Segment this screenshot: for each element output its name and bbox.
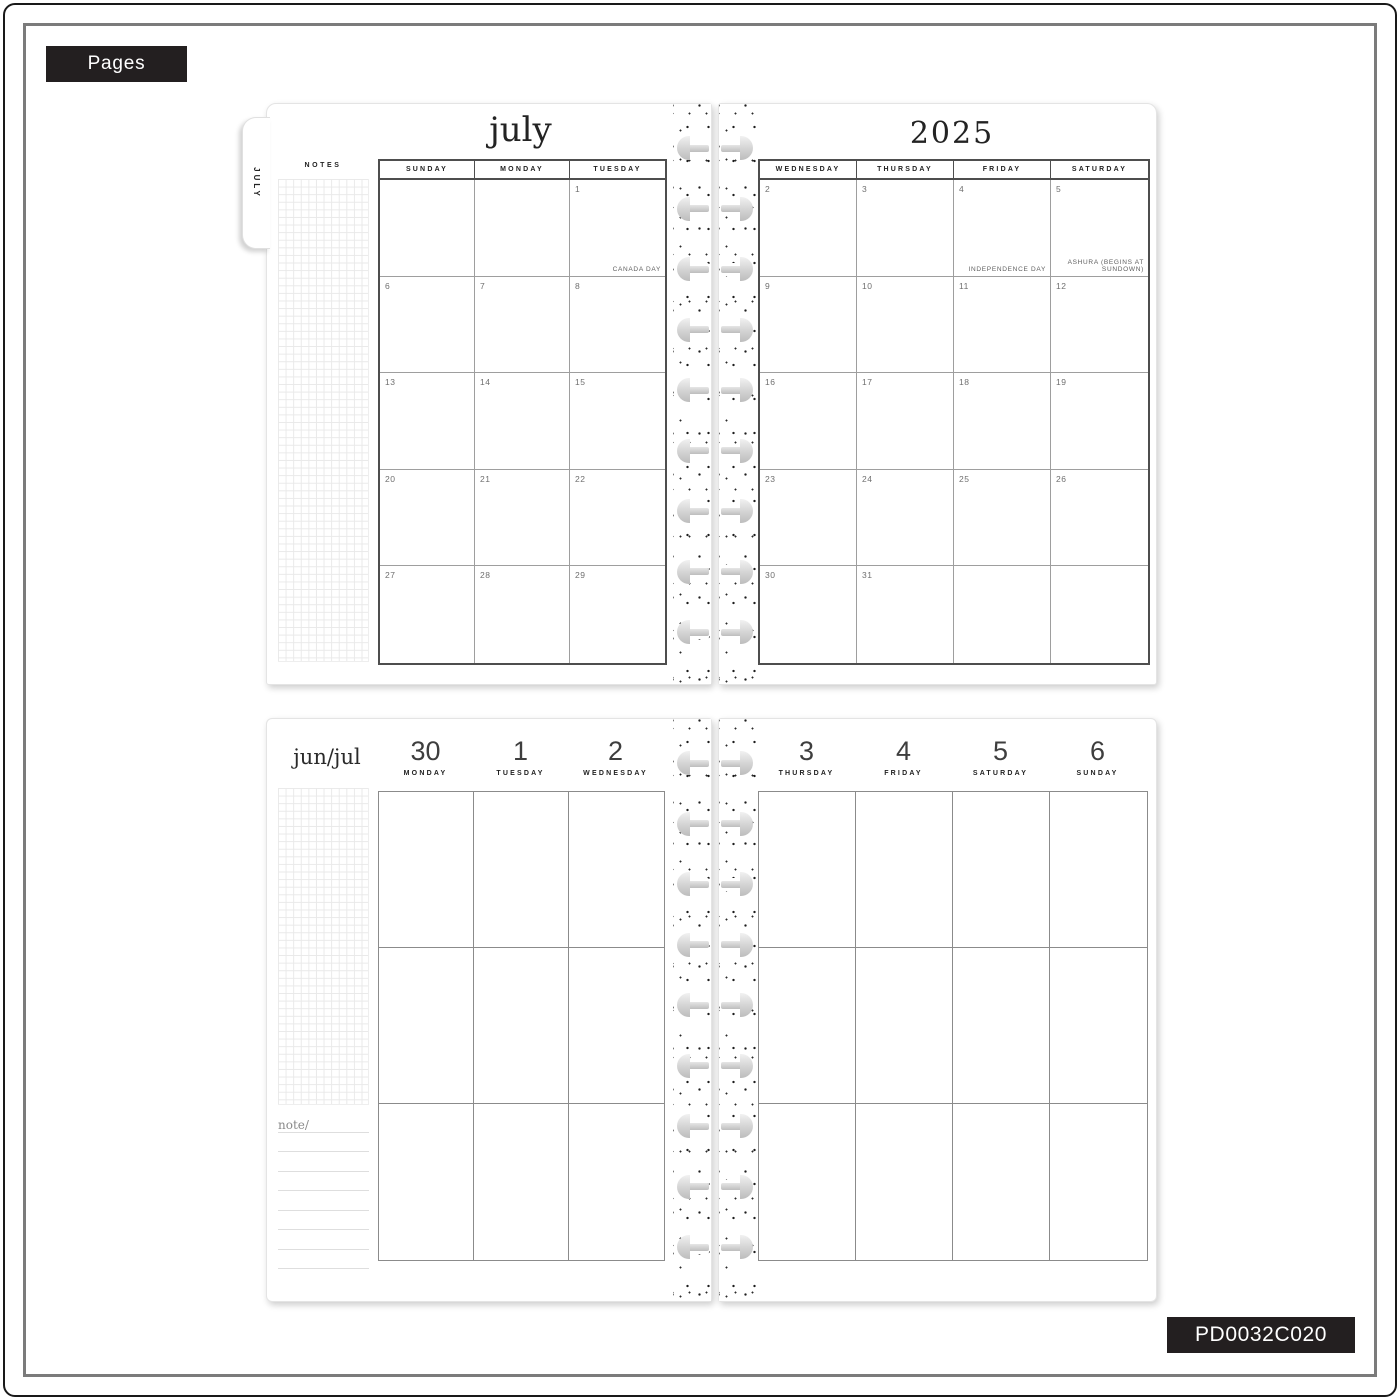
disc-bulb	[740, 620, 753, 644]
note-line	[278, 1191, 369, 1211]
week-column-header	[855, 737, 952, 777]
day-header: TUESDAY	[570, 161, 665, 180]
week-cell	[474, 792, 569, 948]
week-date-number: 2	[607, 736, 624, 766]
date-number: 11	[959, 280, 969, 291]
week-column-header	[473, 737, 568, 777]
calendar-day-cell	[857, 277, 954, 374]
date-number: 4	[959, 184, 965, 194]
calendar-day-cell	[1051, 373, 1148, 470]
binder-disc	[673, 1175, 711, 1199]
disc-bulb	[740, 197, 753, 221]
week-cell	[953, 792, 1050, 948]
note-line	[278, 1230, 369, 1250]
calendar-day-cell	[475, 180, 570, 277]
calendar-day-cell	[475, 373, 570, 470]
calendar-day-cell	[1051, 566, 1148, 663]
binder-disc	[719, 318, 757, 342]
binder-disc	[673, 378, 711, 402]
day-header: WEDNESDAY	[760, 161, 857, 180]
day-header: THURSDAY	[857, 161, 954, 180]
disc-bulb	[677, 499, 690, 523]
binder-disc	[719, 993, 757, 1017]
date-number: 29	[575, 570, 586, 581]
week-date-number: 6	[1089, 736, 1106, 766]
disc-stem	[721, 820, 742, 827]
disc-bulb	[677, 1114, 690, 1138]
day-header: MONDAY	[475, 161, 570, 180]
disc-stem	[688, 881, 709, 888]
disc-bulb	[740, 872, 753, 896]
disc-stem	[721, 326, 742, 333]
weekly-right-page	[718, 718, 1157, 1302]
disc-bulb	[740, 1175, 753, 1199]
week-date-number: 3	[798, 736, 815, 766]
binder-disc	[673, 560, 711, 584]
disc-stem	[688, 820, 709, 827]
disc-bulb	[740, 136, 753, 160]
disc-bulb	[677, 378, 690, 402]
calendar-day-cell	[954, 277, 1051, 374]
disc-stem	[688, 326, 709, 333]
calendar-day-cell	[760, 373, 857, 470]
disc-stem	[721, 568, 742, 575]
july-side-tab	[242, 117, 270, 249]
calendar-day-cell	[857, 470, 954, 567]
binder-disc	[719, 812, 757, 836]
disc-bulb	[677, 751, 690, 775]
binder-disc	[673, 1114, 711, 1138]
holiday-label: CANADA DAY	[612, 265, 661, 273]
binder-disc	[673, 1235, 711, 1259]
binder-disc	[673, 499, 711, 523]
binder-disc	[673, 136, 711, 160]
disc-bulb	[677, 993, 690, 1017]
disc-stem	[721, 1002, 742, 1009]
weekly-left-page	[266, 718, 712, 1302]
week-date-number: 30	[410, 736, 441, 766]
week-cell	[569, 792, 664, 948]
week-day-name: SUNDAY	[1076, 769, 1119, 777]
product-code-badge	[1167, 1317, 1355, 1353]
disc-stem	[688, 387, 709, 394]
disc-stem	[721, 1062, 742, 1069]
date-number: 14	[480, 377, 491, 388]
disc-stem	[688, 1183, 709, 1190]
weekly-grid-right	[758, 791, 1148, 1261]
calendar-day-cell	[380, 277, 475, 374]
disc-stem	[688, 1244, 709, 1251]
date-number: 18	[959, 377, 970, 388]
calendar-day-cell	[380, 566, 475, 663]
binder-disc	[673, 620, 711, 644]
date-number: 22	[575, 473, 586, 484]
disc-binding-strip	[673, 104, 711, 684]
binder-disc	[673, 257, 711, 281]
disc-stem	[688, 145, 709, 152]
note-line	[278, 1152, 369, 1172]
week-cell	[856, 792, 953, 948]
date-number: 19	[1056, 377, 1067, 388]
disc-bulb	[740, 1114, 753, 1138]
date-number: 2	[765, 184, 771, 194]
binder-disc	[673, 318, 711, 342]
date-number: 5	[1056, 184, 1062, 194]
binder-disc	[719, 1235, 757, 1259]
disc-bulb	[740, 751, 753, 775]
binder-disc	[719, 257, 757, 281]
calendar-day-cell	[380, 470, 475, 567]
disc-bulb	[740, 378, 753, 402]
monthly-calendar-left	[378, 159, 667, 665]
calendar-day-cell	[475, 566, 570, 663]
binder-disc	[719, 560, 757, 584]
disc-bulb	[740, 1054, 753, 1078]
day-header: FRIDAY	[954, 161, 1051, 180]
calendar-day-cell	[380, 373, 475, 470]
monthly-calendar-right	[758, 159, 1150, 665]
calendar-day-cell	[1051, 180, 1148, 277]
disc-stem	[721, 205, 742, 212]
week-cell	[953, 1104, 1050, 1260]
calendar-day-cell	[570, 566, 665, 663]
disc-binding-strip	[673, 719, 711, 1301]
date-number: 27	[385, 570, 396, 581]
notes-grid	[278, 788, 369, 1105]
calendar-day-cell	[380, 180, 475, 277]
tab-label: JULY	[252, 167, 261, 199]
disc-stem	[688, 1123, 709, 1130]
disc-bulb	[677, 933, 690, 957]
disc-stem	[721, 508, 742, 515]
week-date-number: 4	[895, 736, 912, 766]
date-number: 8	[575, 280, 581, 291]
calendar-day-cell	[1051, 470, 1148, 567]
date-number: 24	[862, 473, 873, 484]
disc-stem	[721, 760, 742, 767]
disc-binding-strip	[719, 719, 757, 1301]
binder-disc	[673, 197, 711, 221]
disc-bulb	[740, 318, 753, 342]
week-cell	[856, 1104, 953, 1260]
disc-bulb	[740, 993, 753, 1017]
disc-bulb	[677, 439, 690, 463]
week-cell	[379, 1104, 474, 1260]
calendar-day-cell	[760, 277, 857, 374]
note-lines	[278, 1133, 369, 1270]
calendar-day-cell	[1051, 277, 1148, 374]
date-number: 13	[385, 377, 396, 388]
disc-stem	[721, 629, 742, 636]
note-line	[278, 1172, 369, 1192]
disc-bulb	[677, 1235, 690, 1259]
notes-grid	[278, 179, 369, 662]
disc-binding-strip	[719, 104, 757, 684]
disc-stem	[688, 941, 709, 948]
date-number: 6	[385, 280, 391, 291]
date-number: 15	[575, 377, 586, 388]
binder-disc	[673, 993, 711, 1017]
week-cell	[379, 792, 474, 948]
pages-badge-label: Pages	[87, 53, 146, 74]
disc-stem	[688, 760, 709, 767]
week-date-number: 1	[512, 736, 529, 766]
week-cell	[569, 948, 664, 1104]
note-lines-area	[278, 1113, 369, 1269]
week-cell	[474, 948, 569, 1104]
calendar-day-cell	[760, 566, 857, 663]
week-header-left	[378, 737, 663, 777]
date-number: 28	[480, 570, 491, 581]
disc-bulb	[740, 439, 753, 463]
disc-bulb	[677, 620, 690, 644]
week-month-label: jun/jul	[293, 745, 361, 769]
calendar-day-cell	[857, 566, 954, 663]
note-label: note/	[278, 1117, 309, 1132]
week-day-name: TUESDAY	[496, 769, 545, 777]
disc-stem	[721, 1244, 742, 1251]
date-number: 7	[480, 280, 486, 291]
binder-disc	[719, 872, 757, 896]
date-number: 30	[765, 570, 776, 581]
binder-disc	[673, 872, 711, 896]
calendar-day-cell	[954, 470, 1051, 567]
note-line	[278, 1250, 369, 1270]
binder-disc	[719, 136, 757, 160]
date-number: 23	[765, 473, 776, 484]
monthly-right-page	[718, 103, 1157, 685]
week-day-name: WEDNESDAY	[583, 769, 648, 777]
calendar-day-cell	[954, 180, 1051, 277]
disc-stem	[721, 941, 742, 948]
holiday-label: ASHURA (BEGINS AT SUNDOWN)	[1067, 258, 1144, 273]
product-code-label: PD0032C020	[1194, 1323, 1328, 1346]
disc-bulb	[740, 560, 753, 584]
date-number: 16	[765, 377, 776, 388]
calendar-day-cell	[570, 470, 665, 567]
binder-disc	[719, 933, 757, 957]
disc-bulb	[740, 1235, 753, 1259]
disc-bulb	[677, 1175, 690, 1199]
day-header: SATURDAY	[1051, 161, 1148, 180]
note-line	[278, 1211, 369, 1231]
calendar-day-cell	[570, 373, 665, 470]
disc-stem	[688, 1062, 709, 1069]
week-column-header	[758, 737, 855, 777]
binder-disc	[719, 620, 757, 644]
date-number: 20	[385, 473, 396, 484]
binder-disc	[719, 751, 757, 775]
pages-badge	[46, 46, 187, 82]
week-day-name: THURSDAY	[778, 769, 835, 777]
date-number: 1	[575, 184, 581, 194]
week-header-right	[758, 737, 1146, 777]
calendar-day-cell	[857, 180, 954, 277]
disc-stem	[688, 508, 709, 515]
week-cell	[856, 948, 953, 1104]
binder-disc	[719, 197, 757, 221]
week-column-header	[568, 737, 663, 777]
week-cell	[474, 1104, 569, 1260]
binder-disc	[673, 439, 711, 463]
week-date-number: 5	[992, 736, 1009, 766]
disc-stem	[721, 447, 742, 454]
date-number: 26	[1056, 473, 1067, 484]
binder-disc	[719, 499, 757, 523]
disc-bulb	[740, 257, 753, 281]
calendar-day-cell	[954, 566, 1051, 663]
day-header: SUNDAY	[380, 161, 475, 180]
week-cell	[1050, 1104, 1147, 1260]
binder-disc	[673, 812, 711, 836]
date-number: 31	[862, 570, 873, 581]
disc-bulb	[740, 499, 753, 523]
date-number: 25	[959, 473, 970, 484]
disc-stem	[688, 568, 709, 575]
disc-bulb	[677, 872, 690, 896]
week-cell	[1050, 948, 1147, 1104]
date-number: 3	[862, 184, 868, 194]
note-line	[278, 1113, 369, 1133]
disc-stem	[688, 205, 709, 212]
week-day-name: FRIDAY	[884, 769, 923, 777]
week-column-header	[1049, 737, 1146, 777]
week-cell	[759, 792, 856, 948]
week-cell	[759, 1104, 856, 1260]
disc-stem	[688, 447, 709, 454]
weekly-grid-left	[378, 791, 665, 1261]
binder-disc	[719, 378, 757, 402]
disc-stem	[721, 145, 742, 152]
disc-bulb	[740, 933, 753, 957]
disc-bulb	[677, 812, 690, 836]
monthly-left-page	[252, 103, 712, 685]
calendar-day-cell	[760, 180, 857, 277]
calendar-day-cell	[570, 180, 665, 277]
date-number: 12	[1056, 280, 1067, 291]
date-number: 17	[862, 377, 873, 388]
date-number: 10	[862, 280, 873, 291]
disc-stem	[688, 1002, 709, 1009]
binder-disc	[673, 1054, 711, 1078]
disc-bulb	[677, 318, 690, 342]
disc-bulb	[677, 197, 690, 221]
binder-disc	[673, 933, 711, 957]
week-day-name: SATURDAY	[972, 769, 1029, 777]
week-cell	[1050, 792, 1147, 948]
week-day-name: MONDAY	[403, 769, 448, 777]
year-title: 2025	[909, 116, 995, 151]
calendar-day-cell	[475, 470, 570, 567]
disc-bulb	[677, 1054, 690, 1078]
binder-disc	[719, 1114, 757, 1138]
date-number: 21	[480, 473, 491, 484]
binder-disc	[673, 751, 711, 775]
week-cell	[953, 948, 1050, 1104]
binder-disc	[719, 439, 757, 463]
calendar-day-cell	[760, 470, 857, 567]
calendar-day-cell	[475, 277, 570, 374]
disc-bulb	[677, 136, 690, 160]
note-line	[278, 1133, 369, 1153]
week-cell	[379, 948, 474, 1104]
disc-stem	[688, 266, 709, 273]
calendar-day-cell	[857, 373, 954, 470]
calendar-day-cell	[570, 277, 665, 374]
notes-label: NOTES	[304, 162, 342, 169]
disc-bulb	[740, 812, 753, 836]
holiday-label: INDEPENDENCE DAY	[968, 265, 1046, 273]
week-cell	[569, 1104, 664, 1260]
disc-stem	[721, 881, 742, 888]
week-column-header	[378, 737, 473, 777]
binder-disc	[719, 1054, 757, 1078]
disc-stem	[721, 387, 742, 394]
disc-bulb	[677, 560, 690, 584]
disc-stem	[721, 266, 742, 273]
disc-stem	[721, 1183, 742, 1190]
date-number: 9	[765, 280, 771, 291]
disc-stem	[721, 1123, 742, 1130]
calendar-day-cell	[954, 373, 1051, 470]
month-title: july	[489, 110, 552, 150]
disc-bulb	[677, 257, 690, 281]
week-cell	[759, 948, 856, 1104]
disc-stem	[688, 629, 709, 636]
binder-disc	[719, 1175, 757, 1199]
week-column-header	[952, 737, 1049, 777]
